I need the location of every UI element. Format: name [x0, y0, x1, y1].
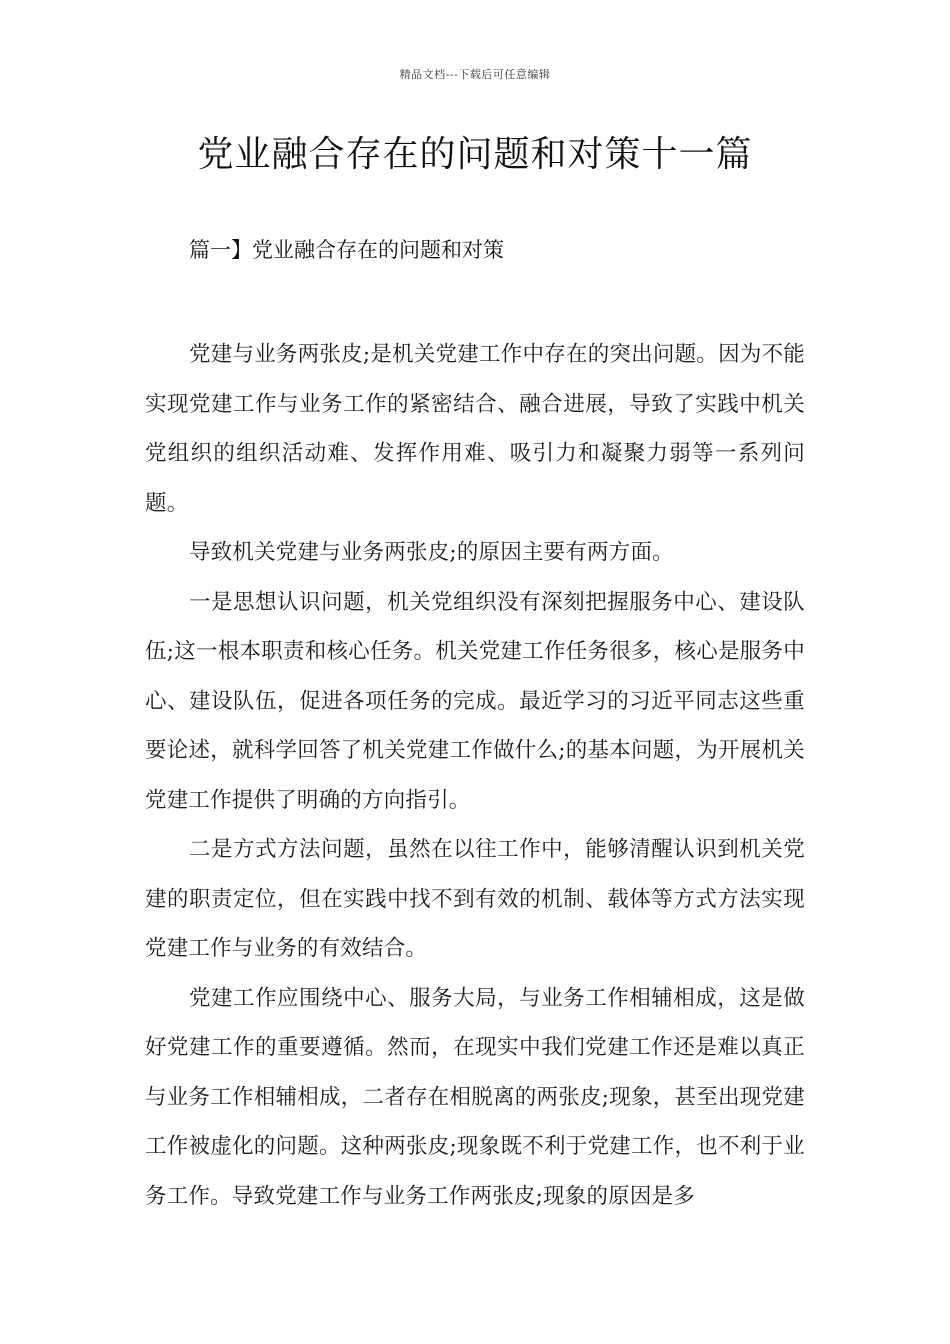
header-note: 精品文档---下载后可任意编辑 [399, 68, 551, 81]
document-title: 党业融合存在的问题和对策十一篇 [197, 134, 753, 175]
paragraph: 导致机关党建与业务两张皮;的原因主要有两方面。 [189, 540, 674, 565]
section-heading: 篇一】党业融合存在的问题和对策 [189, 238, 504, 262]
paragraph: 一是思想认识问题，机关党组织没有深刻把握服务中心、建设队伍;这一根本职责和核心任务。机关党建工作任务很多，核心是服务中心、建设队伍，促进各项任务的完成。最近学习的习近平同志这些重要论述，就科学回答了机关党建工作做什么;的基本问题，为开展机关党建工作提供了明确的方向指引。 [145, 589, 805, 813]
paragraph: 二是方式方法问题，虽然在以往工作中，能够清醒认识到机关党建的职责定位，但在实践中找不到有效的机制、载体等方式方法实现党建工作与业务的有效结合。 [145, 837, 805, 961]
paragraph: 党建工作应围绕中心、服务大局，与业务工作相辅相成，这是做好党建工作的重要遵循。然而，在现实中我们党建工作还是难以真正与业务工作相辅相成，二者存在相脱离的两张皮;现象，甚至出现党建工作被虚化的问题。这种两张皮;现象既不利于党建工作，也不利于业务工作。导致党建工作与业务工作两张皮;现象的原因是多 [145, 985, 805, 1209]
document-body [145, 330, 805, 1221]
paragraph: 党建与业务两张皮;是机关党建工作中存在的突出问题。因为不能实现党建工作与业务工作的紧密结合、融合进展，导致了实践中机关党组织的组织活动难、发挥作用难、吸引力和凝聚力弱等一系列问题。 [145, 342, 805, 516]
